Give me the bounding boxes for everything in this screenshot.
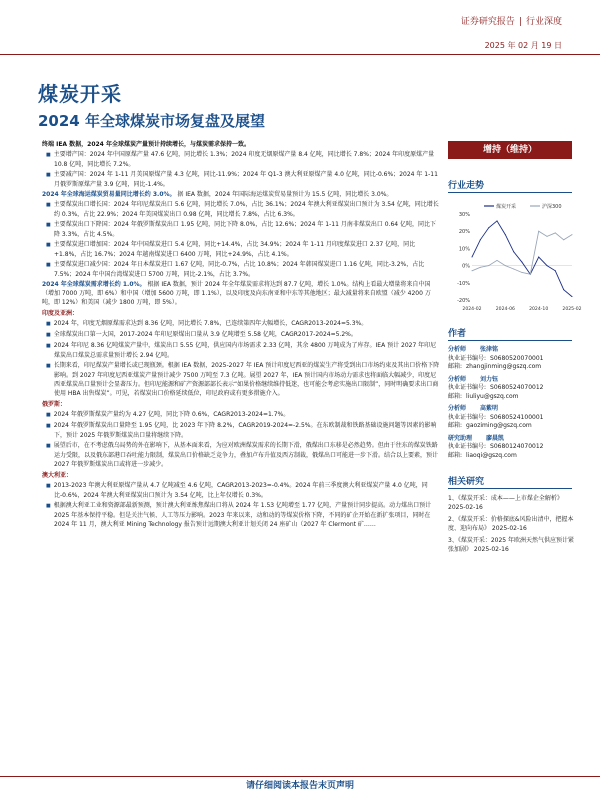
india-heading: 印度及亚洲： xyxy=(42,310,79,317)
cert-number: S0680124070012 xyxy=(490,443,544,450)
report-category: 证券研究报告 xyxy=(460,17,515,27)
header-divider xyxy=(0,54,600,55)
y-tick-label: -10% xyxy=(457,280,470,287)
related-item[interactable]: 2、《煤炭开采：价格探底&风险出清中，把握本度、迎向布局》 2025-02-16 xyxy=(448,516,574,532)
related-heading: 相关研究 xyxy=(448,477,485,487)
x-tick-label: 2025-02 xyxy=(562,307,582,312)
data-point xyxy=(538,231,539,232)
data-point xyxy=(555,270,556,271)
trade-heading: 2024 年全球海运煤炭贸易量同比增长约 3.0%。 xyxy=(42,191,176,198)
bullet-importers-up: ■ 主要煤炭进口增加国：2024 年中国煤炭进口 5.4 亿吨，同比+14.4%，占比 34.9%；2024 年 1-11 月印度煤炭进口 2.37 亿吨，同比+1.8%，占比 16.7%；2024 年越南煤炭进口 6400 万吨，同比+24.9%，占比 4.1%。 xyxy=(42,240,440,259)
author-name: 张津铭 xyxy=(480,346,499,353)
x-tick-label: 2024-10 xyxy=(529,307,549,312)
email-label: 邮箱: xyxy=(448,392,463,400)
cert-number: S0680520070001 xyxy=(490,354,544,362)
author-role: 分析师 xyxy=(448,405,467,412)
demand-paragraph xyxy=(42,280,440,307)
trend-divider xyxy=(448,192,572,193)
author-name: 廖晨凯 xyxy=(486,434,505,442)
data-point xyxy=(497,260,498,261)
author-email-row xyxy=(448,393,578,402)
email-label: 邮箱: xyxy=(448,422,463,429)
demand-heading: 2024 年全球煤炭需求增长约 1.0%。 xyxy=(42,281,146,288)
authors-list xyxy=(448,346,578,464)
rating-badge: 增持（维持） xyxy=(448,141,572,159)
author-name: 刘力钰 xyxy=(480,375,499,383)
bullet-russia-2: ■ 2024 年俄罗斯煤炭出口量降至 1.95 亿吨，比 2023 年下降 8.2%，CAGR2019-2024=-2.5%。在东欧制裁和铁路基础设施问题等因素的影响下，预计 2025 年俄罗斯煤炭出口量将继续下降。 xyxy=(42,421,440,440)
author-cert-row xyxy=(448,355,578,364)
data-point xyxy=(472,257,473,258)
related-item[interactable]: 3、《煤炭开采：2025 年欧洲天然气供应预计紧张加剧》 2025-02-16 xyxy=(448,537,574,553)
report-body xyxy=(42,140,440,530)
cert-label: 执业证书编号: xyxy=(448,413,487,421)
data-point xyxy=(563,289,564,290)
author-email[interactable]: liaoqi@gszq.com xyxy=(466,451,517,459)
author-email-row xyxy=(448,363,578,372)
y-tick-label: -20% xyxy=(457,298,470,304)
x-tick-label: 2024-06 xyxy=(495,307,515,312)
x-tick-label: 2024-02 xyxy=(462,307,482,312)
bullet-india-3: ■ 2024 年印尼 8.36 亿吨煤炭产量中，煤炭出口 5.55 亿吨，供应国内市场需求 2.33 亿吨，其余 4800 万吨成为了库存。IEA 预计 2027 年印尼煤炭出口煤炭总需求量预计增长 2.94 亿吨。 xyxy=(42,341,440,360)
data-point xyxy=(480,267,481,268)
data-point xyxy=(538,257,539,258)
data-point xyxy=(505,234,506,235)
data-point xyxy=(505,265,506,266)
author-cert-row xyxy=(448,443,578,452)
report-header xyxy=(461,14,562,27)
data-point xyxy=(555,232,556,233)
footer-divider xyxy=(0,776,600,777)
data-point xyxy=(488,227,489,228)
author-row xyxy=(448,405,578,414)
data-point xyxy=(572,234,573,235)
bullet-russia-3: ■ 展望后市，在不考虑俄乌局势的外在影响下，从基本面来看，为应对欧洲煤炭需求的长期下滑，俄煤出口东移是必然趋势。但由于往东的煤炭铁路运力受限，以及俄东部港口吞吐能力限制，煤炭出口价格缺乏竞争力，叠加卢布升值及西方制裁，俄煤出口可能进一步下滑。结合以上要素，预计 2027 年俄罗斯煤炭出口或将进一步减少。 xyxy=(42,441,440,469)
data-point xyxy=(522,272,523,273)
bullet-producers-down: ■ 主要减产国：2024 年 1-11 月美国原煤产量 4.3 亿吨，同比-11.9%；2024 年 Q1-3 澳大利亚原煤产量 4.0 亿吨，同比-0.6%；2024 年 1-11 月俄罗斯原煤产量 3.9 亿吨，同比-1.4%。 xyxy=(42,170,440,189)
author-row xyxy=(448,376,578,385)
report-date: 2025 年 02 月 19 日 xyxy=(484,41,562,50)
y-tick-label: 10% xyxy=(458,246,470,253)
bullet-producers-up: ■ 主要增产国：2024 年中国原煤产量 47.6 亿吨，同比增长 1.3%；2024 印度无烟原煤产量 8.4 亿吨，同比增长 7.8%；2024 年印度原煤产量 10.8 亿吨，同比增长 7.2%。 xyxy=(42,150,440,169)
legend-label: 煤炭开采 xyxy=(496,204,517,210)
author-cert-row xyxy=(448,414,578,423)
related-item[interactable]: 1、《煤炭开采：成本——上市煤企全解析》 2025-02-16 xyxy=(448,495,563,511)
bullet-australia-2: ■ 根据澳大利亚工业和资源部最新预测，预计澳大利亚炼焦煤出口将从 2024 年 1.53 亿吨增至 1.77 亿吨，产量预计同步提高。动力煤出口预计 2025 年基本保持平稳。但是关注气候、人工等压力影响。2023 年来以来，动和动的等煤炭价格下降，不同的矿企开始在新扩张项目，同时在 2024 年 11 月，澳大利亚 Mining Technology 报告预计远期澳大利亚计划关闭 24 座矿山（2027 年 Clermont 矿…… xyxy=(42,501,440,529)
data-point xyxy=(488,265,489,266)
cert-label: 执业证书编号: xyxy=(448,443,487,450)
bullet-exporters-up: ■ 主要煤炭出口增长国：2024 年印尼煤炭出口 5.6 亿吨，同比增长 7.0%，占比 36.1%；2024 年澳大利亚煤炭出口预计为 3.54 亿吨，同比增长约 0.3%，占比 22.9%；2024 年美国煤炭出口 0.98 亿吨，同比增长 7.8%，占比 6.3%。 xyxy=(42,200,440,219)
author-name: 高紫明 xyxy=(480,405,499,412)
cert-label: 执业证书编号: xyxy=(448,384,487,391)
authors-divider xyxy=(448,340,572,341)
data-point xyxy=(522,262,523,263)
russia-heading: 俄罗斯： xyxy=(42,401,67,408)
bullet-australia-1: ■ 2013-2023 年澳大利亚原煤产量从 4.7 亿吨减至 4.6 亿吨，CAGR2013-2023=-0.4%。2024 年前三季度澳大利亚煤炭产量 4.0 亿吨，同比-0.6%，2024 年澳大利亚煤炭出口预计为 3.54 亿吨，比上年仅增长 0.3%。 xyxy=(42,481,440,500)
author-email[interactable]: liuliyu@gszq.com xyxy=(466,392,519,400)
author-email[interactable]: zhangjinming@gszq.com xyxy=(466,363,542,370)
demand-text: 根据 IEA 数据，预计 2024 年全年煤炭需求将达到 87.7 亿吨，增长 1.0%。结构上看最大增量将来自中国（增加 7000 万吨，即 6%）和中国（增加 5600 万吨，即 1.1%），以及印度及向东南亚和中东等其他地区；最大减量将来自欧盟（减少 4200 万吨，即 12%）和美国（减少 1800 万吨，即 5%）。 xyxy=(42,281,431,306)
series-line-coal xyxy=(472,221,572,297)
author-cert-row xyxy=(448,384,578,393)
data-point xyxy=(547,236,548,237)
email-label: 邮箱: xyxy=(448,451,463,459)
author-role: 研究助理 xyxy=(448,434,473,442)
data-point xyxy=(530,274,531,275)
bullet-exporters-down: ■ 主要煤炭出口下降国：2024 年俄罗斯煤炭出口 1.95 亿吨，同比下降 8.0%，占比 12.6%；2024 年 1-11 月南非煤炭出口 0.64 亿吨，同比下降 3.3%，占比 4.5%。 xyxy=(42,220,440,239)
author-role: 分析师 xyxy=(448,346,467,353)
trade-paragraph xyxy=(42,190,440,199)
y-tick-label: 20% xyxy=(458,229,470,236)
cert-number: S0680524100001 xyxy=(490,413,544,421)
authors-heading: 作者 xyxy=(448,329,467,339)
y-tick-label: 0% xyxy=(462,263,470,270)
related-list xyxy=(448,494,578,557)
sector-title: 煤炭开采 xyxy=(38,82,122,106)
cert-number: S0680524070012 xyxy=(490,384,544,391)
data-point xyxy=(513,269,514,270)
header-separator: | xyxy=(518,17,522,27)
data-point xyxy=(497,220,498,221)
cert-label: 执业证书编号: xyxy=(448,354,487,362)
data-point xyxy=(547,265,548,266)
data-point xyxy=(513,251,514,252)
australia-heading: 澳大利亚： xyxy=(42,472,73,479)
trend-chart xyxy=(448,200,582,320)
author-role: 分析师 xyxy=(448,375,467,383)
footer-disclaimer: 请仔细阅读本报告末页声明 xyxy=(245,781,354,791)
report-type: 行业深度 xyxy=(525,17,562,27)
spacer xyxy=(448,460,578,464)
data-point xyxy=(472,270,473,271)
author-email-row xyxy=(448,422,578,431)
intro-paragraph: 终端 IEA 数据，2024 年全球煤炭产量预计持续增长，与煤炭需求保持一致。 xyxy=(42,141,250,148)
bullet-importers-down: ■ 主要煤炭进口减少国：2024 年日本煤炭进口 1.67 亿吨，同比-0.7%，占比 10.8%；2024 年韩国煤炭进口 1.16 亿吨，同比-3.2%，占比 7.5%；2024 年中国台湾煤炭进口 5700 万吨，同比-2.1%，占比 3.7%。 xyxy=(42,260,440,279)
bullet-india-4: ■ 长期来看，印尼煤炭产量增长或已现瓶颈。根据 IEA 数据，2025-2027 年 IEA 预计印度尼西亚的煤炭生产将受到出口市场约束及其出口价格下降影响。到 2027 年印度尼西亚煤炭产量预计减少 7500 万吨至 7.3 亿吨。展望 2027 年，IEA 预计国内市场动力需求也将面临大幅减少，印度尼西亚煤炭出口量预计会显著压力。但印尼能源和矿产资源部部长表示“如果价格继续维持低迷，也可能会考虑实施出口限制”，同时明确要求出口商使用 HBA 出售煤炭”。可见，若煤炭出口价格延续低位，印尼政府或有更多措施介入。 xyxy=(42,361,440,398)
series-line-csi300 xyxy=(472,231,572,274)
trade-text: 据 IEA 数据，2024 年国际海运煤炭贸易量预计为 15.5 亿吨，同比增长 3.0%。 xyxy=(175,191,393,198)
trend-heading: 行业走势 xyxy=(448,181,485,191)
bullet-russia-1: ■ 2024 年俄罗斯煤炭产量约为 4.27 亿吨，同比下降 0.6%，CAGR2013-2024=1.7%。 xyxy=(42,410,440,420)
author-row xyxy=(448,346,578,355)
author-row xyxy=(448,435,578,444)
data-point xyxy=(572,296,573,297)
related-divider xyxy=(448,488,572,489)
author-email[interactable]: gaoziming@gszq.com xyxy=(466,422,532,429)
bullet-india-2: ■ 全球煤炭出口第一大国，2017-2024 年印尼原煤出口量从 3.9 亿吨增至 5.58 亿吨，CAGR2017-2024=5.2%。 xyxy=(42,330,440,340)
report-title: 2024 年全球煤炭市场复盘及展望 xyxy=(38,112,265,130)
email-label: 邮箱: xyxy=(448,363,463,370)
data-point xyxy=(480,239,481,240)
bullet-india-1: ■ 2024 年，印度无烟原煤需求达到 8.36 亿吨，同比增长 7.8%，已连续第四年大幅增长，CAGR2013-2024=5.3%。 xyxy=(42,319,440,329)
legend-label: 沪深300 xyxy=(542,204,562,210)
y-tick-label: 30% xyxy=(458,212,470,218)
data-point xyxy=(563,239,564,240)
author-email-row xyxy=(448,452,578,461)
